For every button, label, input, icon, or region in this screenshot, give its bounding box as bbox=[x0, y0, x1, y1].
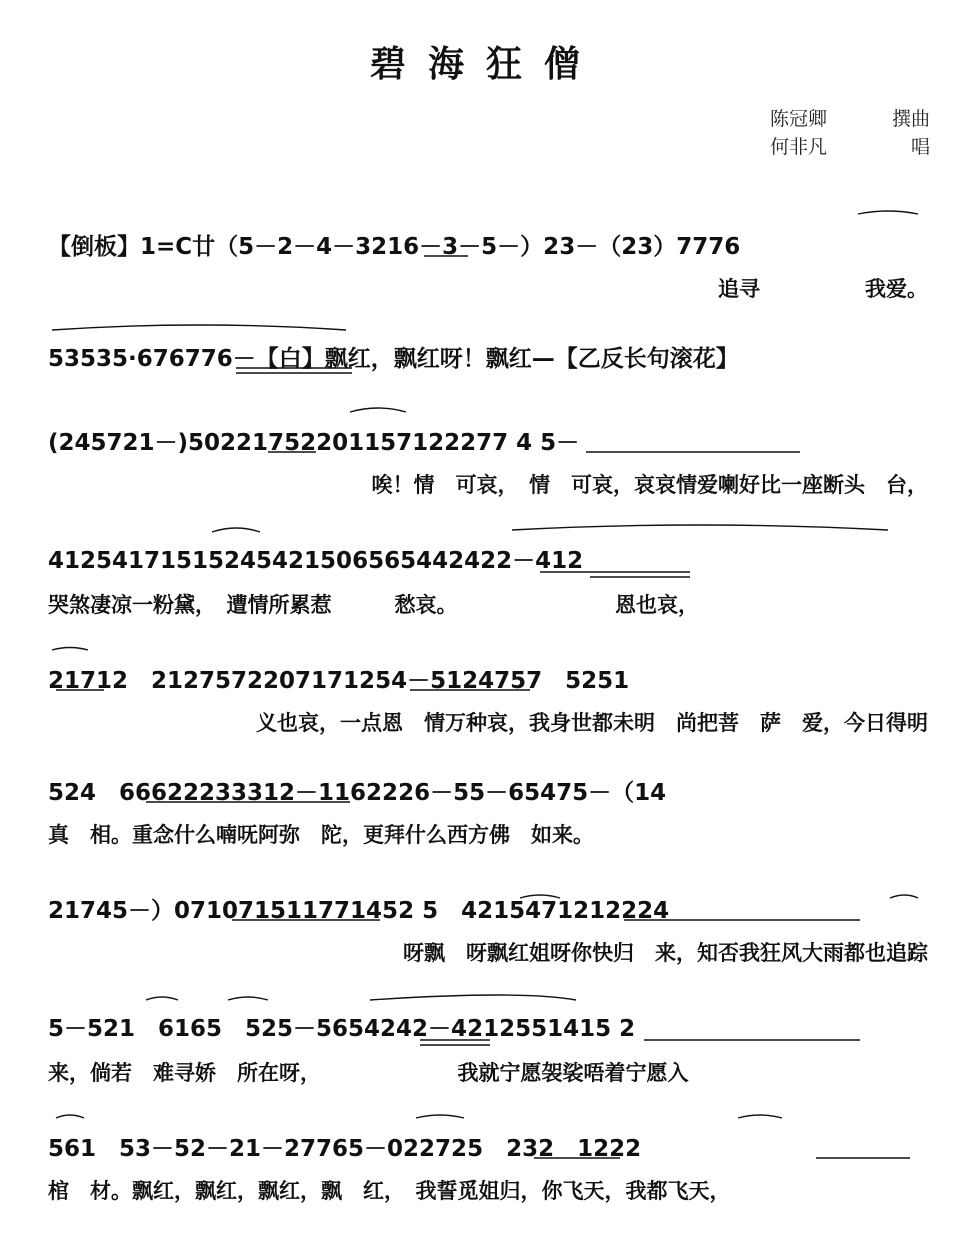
notation-line-6: 524 66622233312－1162226－55－65475－（14 bbox=[48, 779, 667, 806]
notation-line-9: 561 53－52－21－27765－022725 232 1222 bbox=[48, 1135, 642, 1162]
notation-line-5: 21712 2127572207171254－5124757 5251 bbox=[48, 667, 630, 694]
slur-mark bbox=[228, 997, 268, 1000]
lyrics-line-9: 棺 材。飘红，飘红，飘红，飘 红， 我誓觅姐归，你飞天，我都飞天， bbox=[48, 1179, 731, 1203]
slur-mark bbox=[520, 895, 560, 898]
lyrics-line-6: 真 相。重念什么喃呒阿弥 陀，更拜什么西方佛 如来。 bbox=[48, 823, 594, 847]
slur-mark bbox=[56, 1115, 84, 1118]
lyrics-line-5: 义也哀，一点恩 情万种哀，我身世都未明 尚把菩 萨 爱，今日得明 bbox=[256, 711, 928, 735]
notation-line-2: 53535·676776－【白】飘红，飘红呀！飘红—【乙反长句滚花】 bbox=[48, 345, 739, 372]
composer-name: 陈冠卿 bbox=[770, 108, 828, 130]
slur-mark bbox=[146, 997, 178, 1000]
song-title: 碧海狂僧 bbox=[369, 43, 602, 85]
notation-line-4: 41254171515245421506565442422－412 bbox=[48, 547, 584, 574]
singer-name: 何非凡 bbox=[770, 136, 828, 158]
singer-role: 唱 bbox=[910, 136, 930, 158]
notation-line-8: 5－521 6165 525－5654242－4212551415 2 bbox=[48, 1015, 636, 1042]
slur-mark bbox=[350, 408, 406, 412]
slur-mark bbox=[890, 895, 918, 898]
composer-role: 撰曲 bbox=[891, 108, 930, 130]
notation-line-3: (245721－)50221752201157122277 4 5－ bbox=[48, 429, 580, 456]
slur-mark bbox=[416, 1115, 464, 1118]
lyrics-line-8: 来，倘若 难寻娇 所在呀， 我就宁愿袈裟唔着宁愿入 bbox=[48, 1061, 689, 1085]
notation-line-1: 【倒板】1=C廿（5－2－4－3216－3－5－）23－（23）7776 bbox=[48, 233, 741, 260]
notation-line-7: 21745－）071071511771452 5 4215471212224 bbox=[48, 897, 670, 924]
slur-mark bbox=[52, 648, 88, 651]
lyrics-line-7: 呀飘 呀飘红姐呀你快归 来，知否我狂风大雨都也追踪 bbox=[403, 941, 928, 965]
lyrics-line-4: 哭煞凄凉一粉黛， 遭情所累惹 愁哀。 恩也哀， bbox=[48, 593, 699, 617]
lyrics-line-3: 唉！情 可哀， 情 可哀，哀哀情爱喇好比一座断头 台， bbox=[371, 473, 928, 497]
slur-mark bbox=[738, 1115, 782, 1118]
lyrics-line-1: 追寻 我爱。 bbox=[718, 277, 928, 301]
slur-mark bbox=[370, 995, 576, 1000]
slur-mark bbox=[212, 528, 260, 532]
slur-mark bbox=[52, 325, 346, 330]
slur-mark bbox=[858, 211, 918, 214]
slur-mark bbox=[512, 525, 888, 530]
